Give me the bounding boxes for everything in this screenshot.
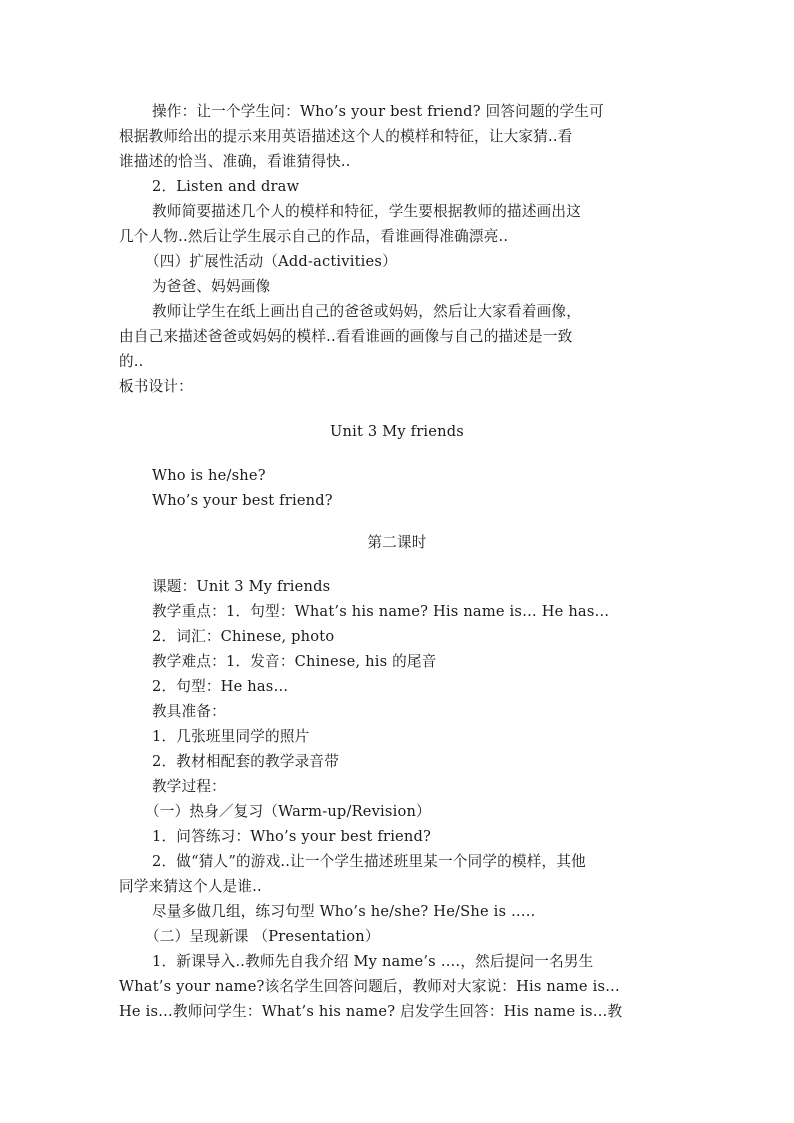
paragraph-line: 1．新课导入..教师先自我介绍 My name’s ….，然后提问一名男生 (152, 953, 594, 970)
section-heading: （一）热身／复习（Warm-up/Revision） (145, 803, 431, 820)
blackboard-design-label: 板书设计： (119, 378, 193, 395)
paragraph-line: 谁描述的恰当、准确，看谁猜得快.. (119, 153, 351, 170)
paragraph-line: 由自己来描述爸爸或妈妈的模样..看看谁画的画像与自己的描述是一致 (119, 328, 573, 345)
paragraph-line: 教学过程： (152, 778, 226, 795)
section-heading: （四）扩展性活动（Add-activities） (145, 253, 397, 270)
paragraph-line: 教学难点：1．发音：Chinese, his 的尾音 (152, 653, 437, 670)
paragraph-line: 教师让学生在纸上画出自己的爸爸或妈妈，然后让大家看着画像， (152, 303, 582, 320)
list-item-heading: 2．Listen and draw (152, 178, 300, 195)
paragraph-line: 2．做“猜人”的游戏..让一个学生描述班里某一个同学的模样，其他 (152, 853, 586, 870)
section-heading: （二）呈现新课 （Presentation） (145, 928, 380, 945)
blackboard-line: Who is he/she? (152, 467, 266, 484)
paragraph-line: 1．问答练习：Who’s your best friend? (152, 828, 432, 845)
paragraph-line: 根据教师给出的提示来用英语描述这个人的模样和特征，让大家猜..看 (119, 128, 573, 145)
paragraph-line: He is…教师问学生：What’s his name? 启发学生回答：His name is…教 (119, 1003, 623, 1020)
paragraph-line: 2．词汇：Chinese, photo (152, 628, 335, 645)
paragraph-line: 几个人物..然后让学生展示自己的作品，看谁画得准确漂亮.. (119, 228, 509, 245)
blackboard-title: Unit 3 My friends (330, 423, 464, 440)
paragraph-line: 的.. (119, 353, 144, 370)
paragraph-line: 教师简要描述几个人的模样和特征，学生要根据教师的描述画出这 (152, 203, 582, 220)
paragraph-line: 1．几张班里同学的照片 (152, 728, 310, 745)
lesson-title: 第二课时 (367, 534, 427, 551)
paragraph-line: 操作：让一个学生问：Who’s your best friend? 回答问题的学生可 (152, 103, 604, 120)
paragraph-line: 2．教材相配套的教学录音带 (152, 753, 340, 770)
paragraph-line: 同学来猜这个人是谁.. (119, 878, 262, 895)
paragraph-line: 2．句型：He has… (152, 678, 289, 695)
paragraph-line: What’s your name?该名学生回答问题后，教师对大家说：His name is… (119, 978, 620, 995)
paragraph-line: 教具准备： (152, 703, 226, 720)
paragraph-line: 尽量多做几组，练习句型 Who’s he/she? He/She is ….. (152, 903, 536, 920)
paragraph-line: 课题：Unit 3 My friends (152, 578, 331, 595)
paragraph-line: 教学重点：1．句型：What’s his name? His name is… He has… (152, 603, 610, 620)
blackboard-line: Who’s your best friend? (152, 492, 333, 509)
subheading: 为爸爸、妈妈画像 (152, 278, 271, 295)
